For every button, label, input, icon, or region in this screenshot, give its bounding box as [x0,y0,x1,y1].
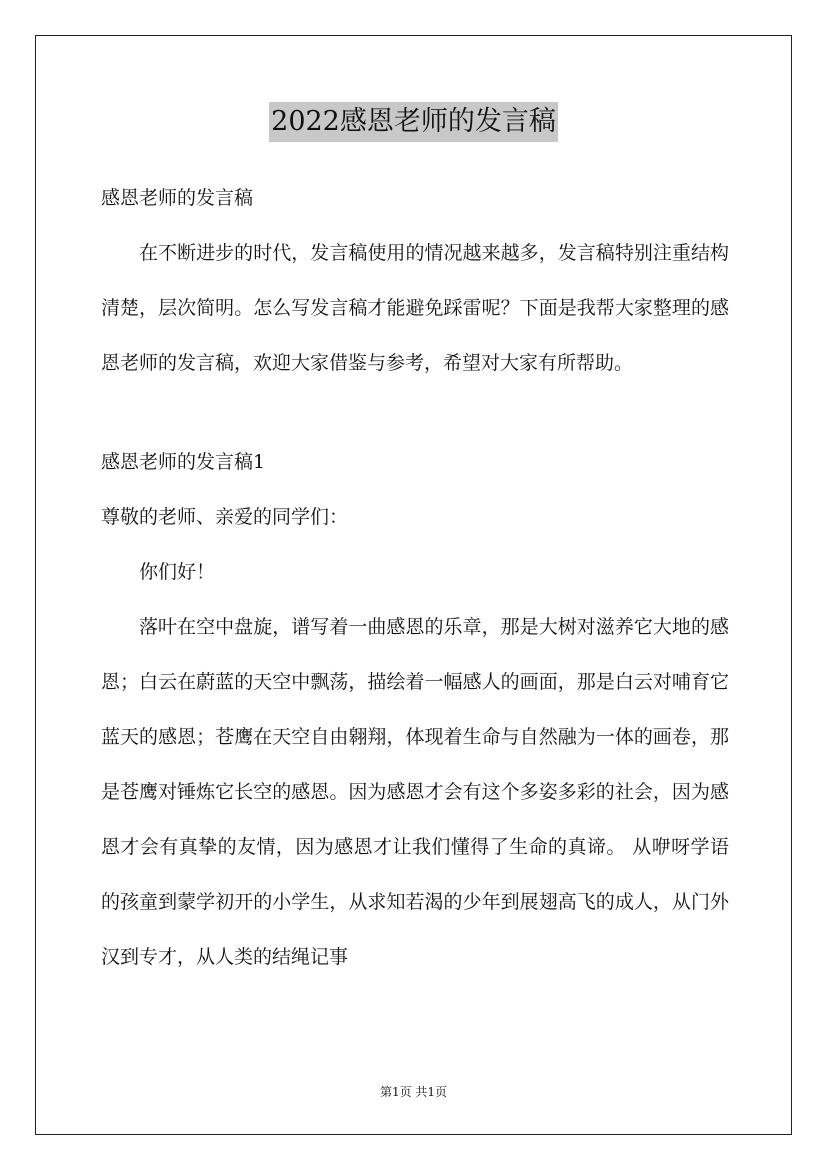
greeting: 尊敬的老师、亲爱的同学们： [101,506,349,528]
section-title: 感恩老师的发言稿1 [101,451,266,473]
page-footer: 第1页 共1页 [379,1085,448,1099]
subtitle: 感恩老师的发言稿 [101,187,254,209]
intro-paragraph: 在不断进步的时代，发言稿使用的情况越来越多，发言稿特别注重结构清楚，层次简明。怎么写发言稿才能避免踩雷呢？下面是我帮大家整理的感恩老师的发言稿，欢迎大家借鉴与参考，希望对大家有所帮助。 [101,242,729,374]
salutation: 你们好！ [139,561,216,583]
document-title: 2022感恩老师的发言稿 [269,102,558,142]
spacer [101,391,729,435]
body-paragraph: 落叶在空中盘旋，谱写着一曲感恩的乐章，那是大树对滋养它大地的感恩；白云在蔚蓝的天空中飘荡，描绘着一幅感人的画面，那是白云对哺育它蓝天的感恩；苍鹰在天空自由翱翔，体现着生命与自然融为一体的画卷，那是苍鹰对锤炼它长空的感恩。因为感恩才会有这个多姿多彩的社会，因为感恩才会有真挚的友情，因为感恩才让我们懂得了生命的真谛。 从咿呀学语的孩童到蒙学初开的小学生，从求知若渴的少年到展翅高飞的成人，从门外汉到专才，从人类的结绳记事 [101,616,729,968]
title-container [0,102,827,142]
document-body [101,171,729,985]
